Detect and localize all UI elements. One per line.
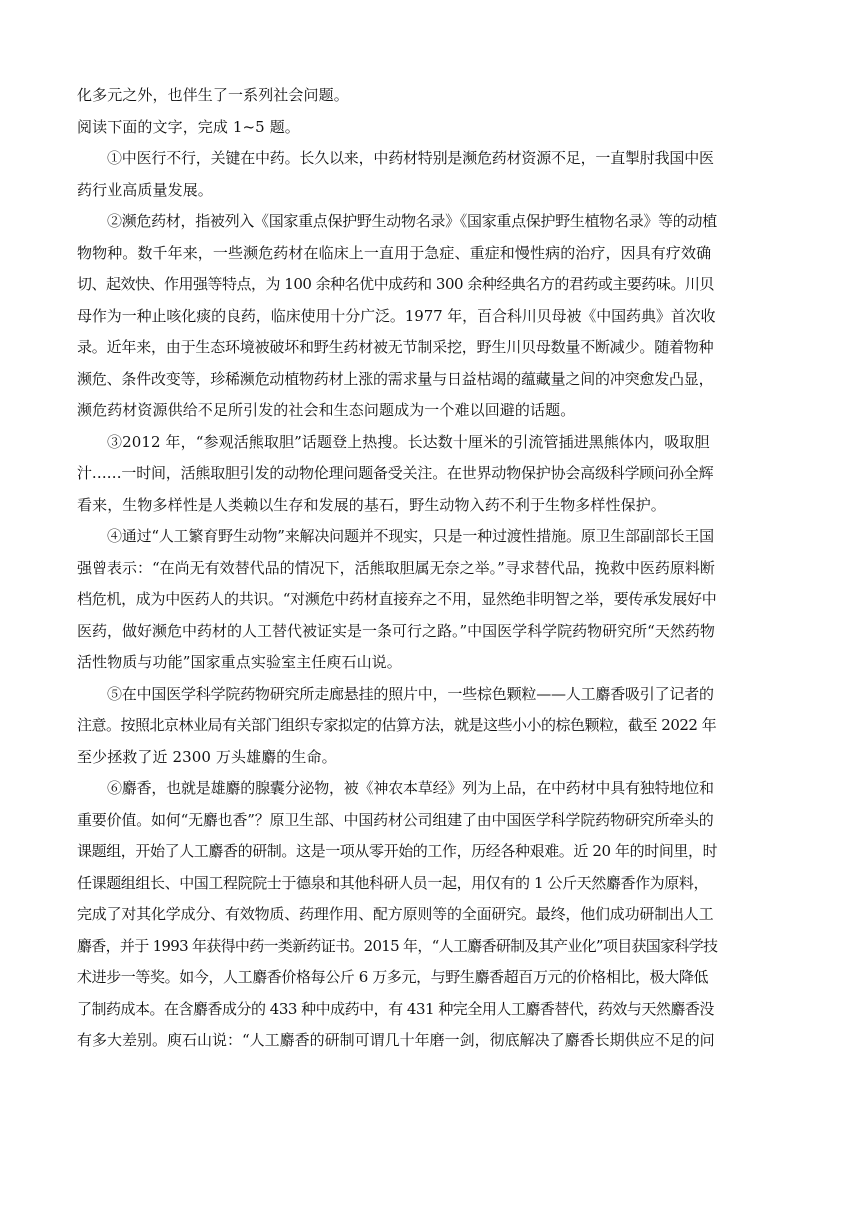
paragraph-6-line: 了制药成本。在含麝香成分的 433 种中成药中，有 431 种完全用人工麝香替代，药效与天然麝香没: [77, 999, 714, 1018]
paragraph-6-line: 课题组，开始了人工麝香的研制。这是一项从零开始的工作，历经各种艰难。近 20 年的时间里，时: [77, 842, 718, 860]
paragraph-2-line: 濒危药材资源供给不足所引发的社会和生态问题成为一个难以回避的话题。: [77, 401, 576, 419]
instruction-line: 阅读下面的文字，完成 1~5 题。: [77, 117, 300, 136]
paragraph-2-line: 物物种。数千年来，一些濒危药材在临床上一直用于急症、重症和慢性病的治疗，因具有疗效确: [77, 243, 712, 262]
passage-text: [77, 80, 717, 1057]
paragraph-6-line: 完成了对其化学成分、有效物质、药理作用、配方原则等的全面研究。最终，他们成功研制出人工: [77, 905, 714, 923]
paragraph-5-line: 至少拯救了近 2300 万头雄麝的生命。: [77, 747, 337, 766]
paragraph-1-line: 药行业高质量发展。: [77, 180, 213, 199]
paragraph-6-line: 重要价值。如何“无麝也香”？原卫生部、中国药材公司组建了由中国医学科学院药物研究所牵头的: [77, 810, 714, 829]
paragraph-2-line: 录。近年来，由于生态环境被破坏和野生药材被无节制采挖，野生川贝母数量不断减少。随着物种: [77, 338, 714, 356]
paragraph-4-line: 医药，做好濒危中药材的人工替代被证实是一条可行之路。”中国医学科学院药物研究所“天然药物: [77, 621, 715, 640]
paragraph-4-line: ④通过“人工繁育野生动物”来解决问题并不现实，只是一种过渡性措施。原卫生部副部长王国: [107, 527, 714, 545]
paragraph-5-line: ⑤在中国医学科学院药物研究所走廊悬挂的照片中，一些棕色颗粒——人工麝香吸引了记者的: [107, 684, 714, 703]
paragraph-2-line: 母作为一种止咳化痰的良药，临床使用十分广泛。1977 年，百合科川贝母被《中国药典》首次收: [77, 306, 716, 325]
paragraph-6-line: 任课题组组长、中国工程院院士于德泉和其他科研人员一起，用仅有的 1 公斤天然麝香作为原料，: [77, 873, 709, 892]
paragraph-4-line: 活性物质与功能”国家重点实验室主任庾石山说。: [77, 653, 402, 671]
paragraph-2-line: ②濒危药材，指被列入《国家重点保护野生动物名录》《国家重点保护野生植物名录》等的动植: [107, 212, 717, 230]
paragraph-6-line: 麝香，并于 1993 年获得中药一类新药证书。2015 年，“人工麝香研制及其产业化”项目获国家科学技: [77, 936, 718, 955]
paragraph-3-line: 汁……一时间，活熊取胆引发的动物伦理问题备受关注。在世界动物保护协会高级科学顾问孙全辉: [77, 464, 714, 482]
paragraph-3-line: ③2012 年，“参观活熊取胆”话题登上热搜。长达数十厘米的引流管插进黑熊体内，吸取胆: [107, 432, 710, 451]
paragraph-5-line: 注意。按照北京林业局有关部门组织专家拟定的估算方法，就是这些小小的棕色颗粒，截至 2022 年: [77, 716, 717, 734]
text-line: 化多元之外，也伴生了一系列社会问题。: [77, 86, 349, 104]
paragraph-3-line: 看来，生物多样性是人类赖以生存和发展的基石，野生动物入药不利于生物多样性保护。: [77, 495, 666, 514]
paragraph-4-line: 档危机，成为中医药人的共识。“对濒危中药材直接弃之不用，显然绝非明智之举，要传承发展好中: [77, 590, 717, 608]
paragraph-4-line: 强曾表示：“在尚无有效替代品的情况下，活熊取胆属无奈之举。”寻求替代品，挽救中医药原料断: [77, 558, 715, 577]
paragraph-6-line: 有多大差别。庾石山说：“人工麝香的研制可谓几十年磨一剑，彻底解决了麝香长期供应不足的问: [77, 1031, 715, 1049]
paragraph-2-line: 濒危、条件改变等，珍稀濒危动植物药材上涨的需求量与日益枯竭的蕴藏量之间的冲突愈发凸显，: [77, 369, 714, 388]
paragraph-6-line: 术进步一等奖。如今，人工麝香价格每公斤 6 万多元，与野生麝香超百万元的价格相比，极大降低: [77, 968, 709, 986]
paragraph-2-line: 切、起效快、作用强等特点，为 100 余种名优中成药和 300 余种经典名方的君药或主要药味。川贝: [77, 275, 714, 293]
paragraph-1-line: ①中医行不行，关键在中药。长久以来，中药材特别是濒危药材资源不足，一直掣肘我国中医: [107, 149, 714, 167]
paragraph-6-line: ⑥麝香，也就是雄麝的腺囊分泌物，被《神农本草经》列为上品，在中药材中具有独特地位和: [107, 779, 714, 797]
